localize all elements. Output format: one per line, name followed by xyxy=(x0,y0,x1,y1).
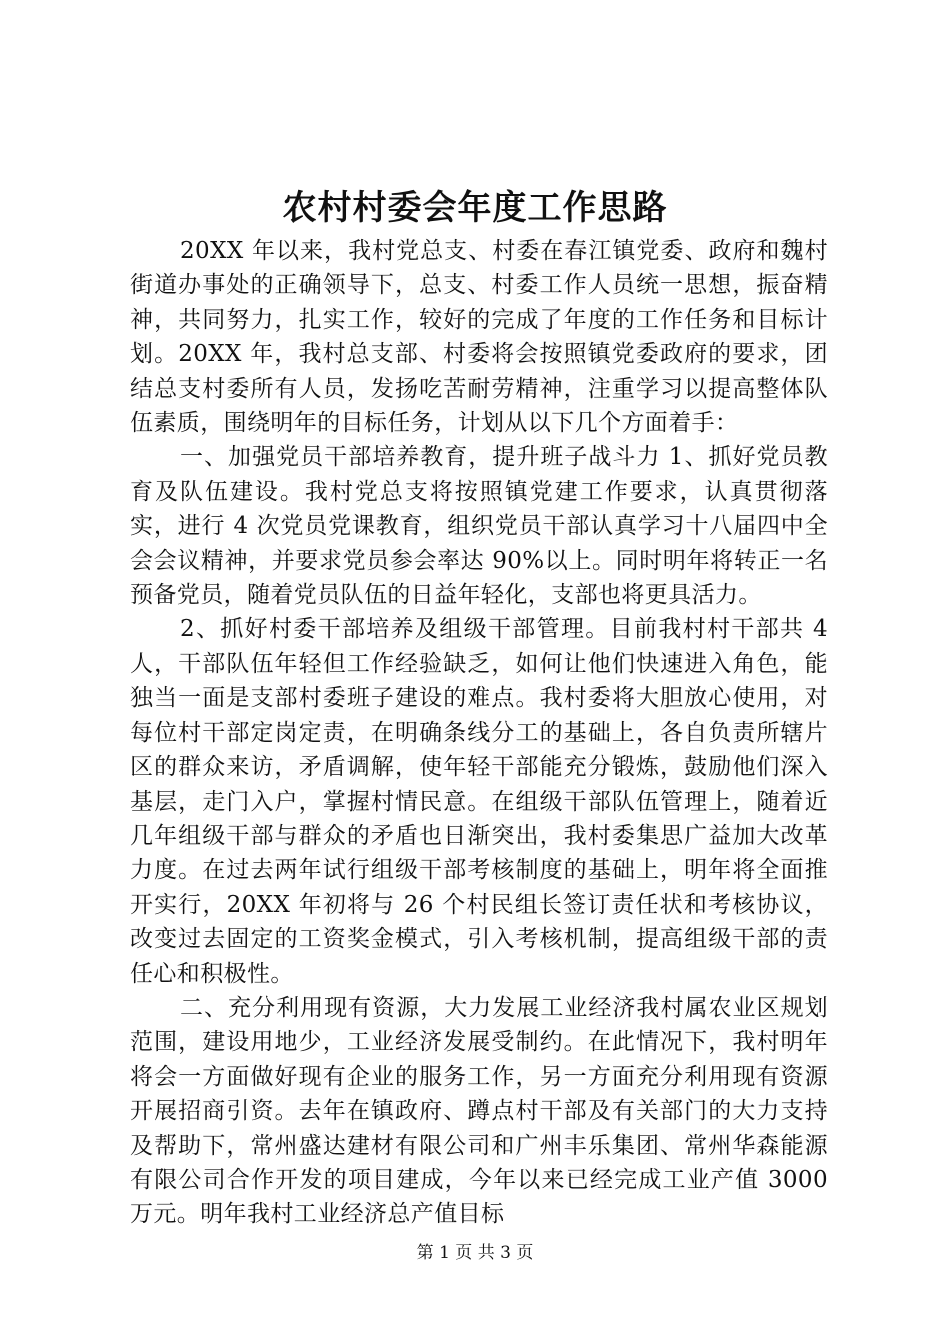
paragraph-section-1-item-2: 2、抓好村委干部培养及组级干部管理。目前我村村干部共 4 人，干部队伍年轻但工作经验缺乏，如何让他们快速进入角色，能独当一面是支部村委班子建设的难点。我村委将大胆放心使用，对每位村干部定岗定责，在明确条线分工的基础上，各自负责所辖片区的群众来访，矛盾调解，使年轻干部能充分锻炼，鼓励他们深入基层，走门入户，掌握村情民意。在组级干部队伍管理上，随着近几年组级干部与群众的矛盾也日渐突出，我村委集思广益加大改革力度。在过去两年试行组级干部考核制度的基础上，明年将全面推开实行，20XX 年初将与 26 个村民组长签订责任状和考核协议，改变过去固定的工资奖金模式，引入考核机制，提高组级干部的责任心和积极性。 xyxy=(130,616,828,987)
paragraph-section-1: 一、加强党员干部培养教育，提升班子战斗力 1、抓好党员教育及队伍建设。我村党总支将按照镇党建工作要求，认真贯彻落实，进行 4 次党员党课教育，组织党员干部认真学习十八届四中全会会议精神，并要求党员参会率达 90%以上。同时明年将转正一名预备党员，随着党员队伍的日益年轻化，支部也将更具活力。 xyxy=(130,444,828,609)
paragraph-section-2: 二、充分利用现有资源，大力发展工业经济我村属农业区规划范围，建设用地少，工业经济发展受制约。在此情况下，我村明年将会一方面做好现有企业的服务工作，另一方面充分利用现有资源开展招商引资。去年在镇政府、蹲点村干部及有关部门的大力支持及帮助下，常州盛达建材有限公司和广州丰乐集团、常州华森能源有限公司合作开发的项目建成，今年以来已经完成工业产值 3000 万元。明年我村工业经济总产值目标 xyxy=(130,994,828,1228)
page-number-footer: 第 1 页 共 3 页 xyxy=(416,1243,534,1263)
paragraph-intro: 20XX 年以来，我村党总支、村委在春江镇党委、政府和魏村街道办事处的正确领导下，总支、村委工作人员统一思想，振奋精神，共同努力，扎实工作，较好的完成了年度的工作任务和目标计划。20XX 年，我村总支部、村委将会按照镇党委政府的要求，团结总支村委所有人员，发扬吃苦耐劳精神，注重学习以提高整体队伍素质，围绕明年的目标任务，计划从以下几个方面着手： xyxy=(130,238,828,437)
document-body xyxy=(130,234,828,1232)
document-title: 农村村委会年度工作思路 xyxy=(282,188,668,228)
